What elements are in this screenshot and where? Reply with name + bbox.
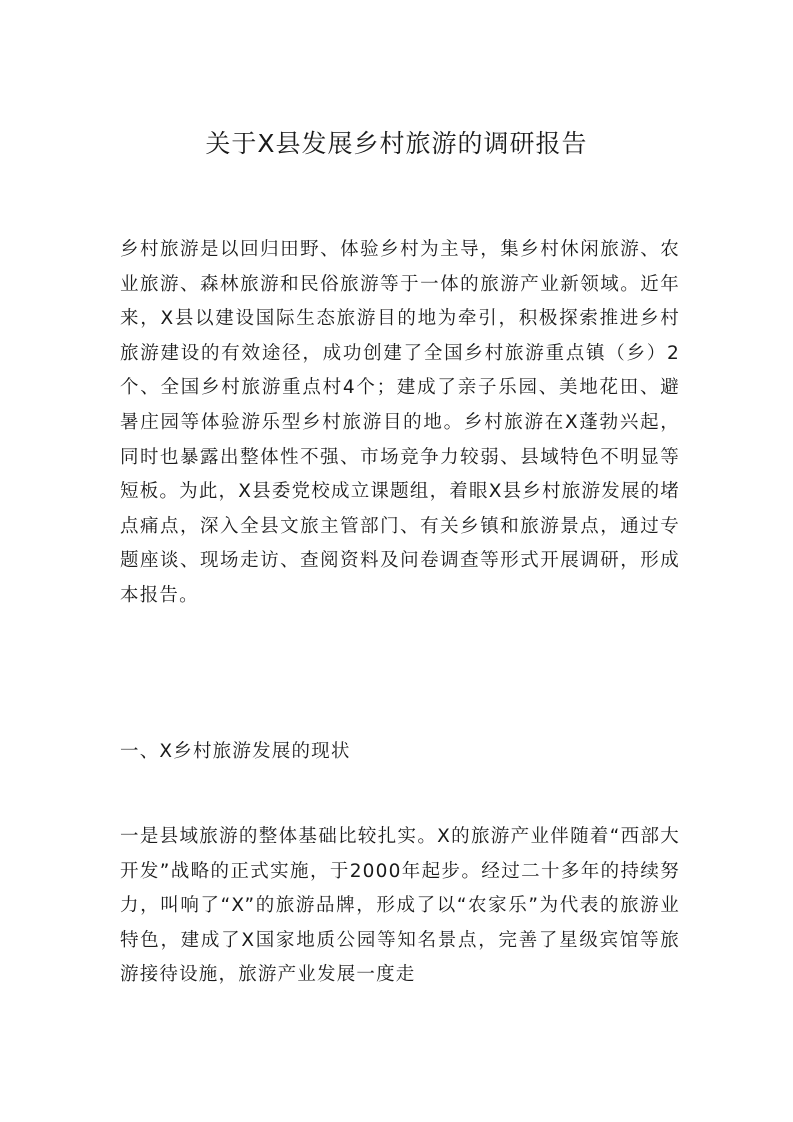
- section-heading: 一、X乡村旅游发展的现状: [120, 741, 351, 762]
- document-title: 关于X县发展乡村旅游的调研报告: [205, 129, 588, 158]
- intro-paragraph: 乡村旅游是以回归田野、体验乡村为主导，集乡村休闲旅游、农业旅游、森林旅游和民俗旅游等于一体的旅游产业新领域。近年来，X县以建设国际生态旅游目的地为牵引，积极探索推进乡村旅游建设的有效途径，成功创建了全国乡村旅游重点镇（乡）2个、全国乡村旅游重点村4个；建成了亲子乐园、美地花田、避暑庄园等体验游乐型乡村旅游目的地。乡村旅游在X蓬勃兴起，同时也暴露出整体性不强、市场竞争力较弱、县域特色不明显等短板。为此，X县委党校成立课题组，着眼X县乡村旅游发展的堵点痛点，深入全县文旅主管部门、有关乡镇和旅游景点，通过专题座谈、现场走访、查阅资料及问卷调查等形式开展调研，形成本报告。: [120, 239, 680, 606]
- section-paragraph: 一是县域旅游的整体基础比较扎实。X的旅游产业伴随着“西部大开发”战略的正式实施，于2000年起步。经过二十多年的持续努力，叫响了“X”的旅游品牌，形成了以“农家乐”为代表的旅游业特色，建成了X国家地质公园等知名景点，完善了星级宾馆等旅游接待设施，旅游产业发展一度走: [120, 826, 680, 986]
